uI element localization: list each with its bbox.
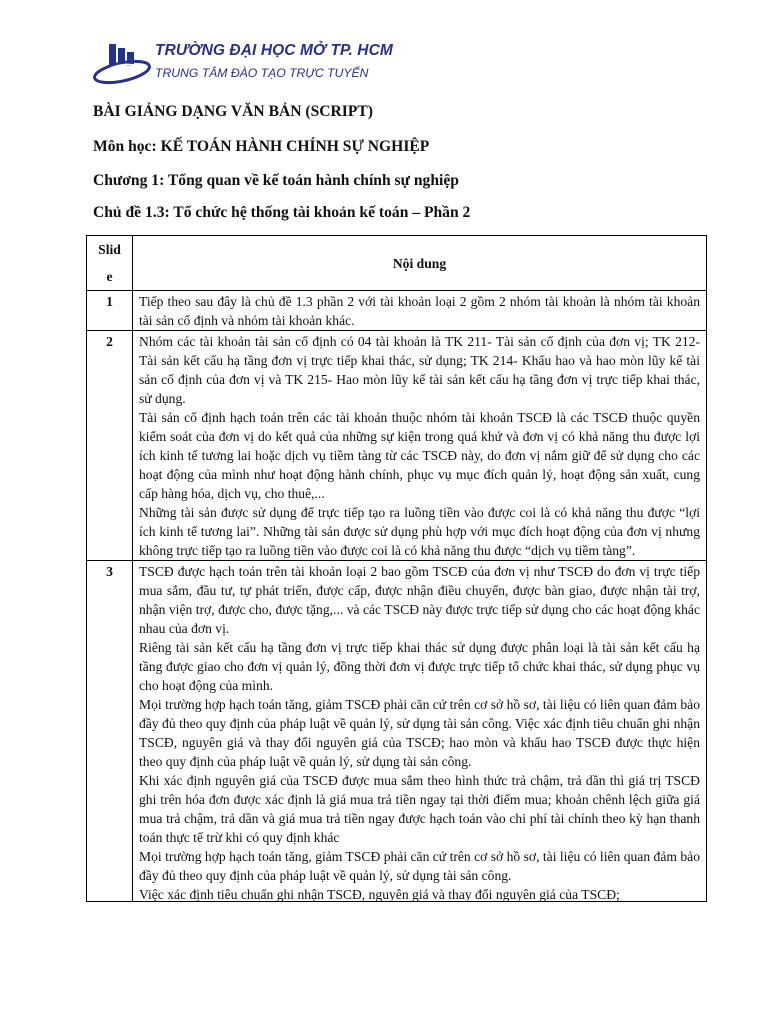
- chapter-heading: Chương 1: Tổng quan về kế toán hành chính sự nghiệp: [93, 172, 459, 189]
- header-content-cell: Nội dung: [133, 236, 707, 291]
- script-table: [86, 235, 707, 902]
- logo-university-name: TRƯỜNG ĐẠI HỌC MỞ TP. HCM: [155, 42, 393, 59]
- slide-number: 1: [87, 291, 133, 331]
- logo-emblem-icon: [93, 40, 155, 90]
- document-title: BÀI GIẢNG DẠNG VĂN BẢN (SCRIPT): [93, 103, 373, 120]
- table-header-row: [87, 236, 707, 291]
- slide-content: [133, 331, 707, 561]
- table-row: [87, 291, 707, 331]
- slide-content: [133, 291, 707, 331]
- content-paragraph: Những tài sản được sử dụng để trực tiếp tạo ra luồng tiền vào được coi là có khả năng thu được “lợi ích kinh tế tương lai”. Những tài sản được sử dụng phù hợp với mục đích hoạt động của đơn vị nhưng không trực tiếp tạo ra luồng tiền vào được coi là có khả năng thu được “dịch vụ tiềm tàng”.: [139, 505, 700, 558]
- content-paragraph-cut: Việc xác định tiêu chuẩn ghi nhận TSCĐ, nguyên giá và thay đổi nguyên giá của TSCĐ;: [139, 887, 620, 901]
- content-paragraph: Nhóm các tài khoản tài sản cố định có 04 tài khoản là TK 211- Tài sản cố định của đơn vị; TK 212- Tài sản kết cấu hạ tầng đơn vị trực tiếp khai thác, sử dụng; TK 214- Khấu hao và hao mòn lũy kế tài sản cố định của đơn vị và TK 215- Hao mòn lũy kế tài sản kết cấu hạ tầng đơn vị trực tiếp khai thác, sử dụng.: [139, 334, 700, 406]
- university-logo: [93, 40, 393, 90]
- topic-heading: Chủ đề 1.3: Tổ chức hệ thống tài khoản kế toán – Phần 2: [93, 204, 471, 221]
- slide-number: 3: [87, 561, 133, 902]
- content-paragraph: Khi xác định nguyên giá của TSCĐ được mua sắm theo hình thức trả chậm, trả dần thì giá trị TSCĐ ghi trên hóa đơn được xác định là giá mua trả tiền ngay tại thời điểm mua; khoản chênh lệch giữa giá mua trả chậm, trả dần và giá mua trả tiền ngay được hạch toán vào chi phí tài chính theo kỳ hạn thanh toán thực tế trừ khi có quy định khác: [139, 773, 700, 845]
- table-row: [87, 561, 707, 902]
- header-slide-cell: [87, 236, 133, 291]
- content-paragraph: Tiếp theo sau đây là chủ đề 1.3 phần 2 với tài khoản loại 2 gồm 2 nhóm tài khoản là nhóm tài khoản tài sản cố định và nhóm tài khoản khác.: [139, 294, 700, 328]
- header-slide-label-1: Slid: [98, 242, 121, 257]
- logo-center-name: TRUNG TÂM ĐÀO TẠO TRỰC TUYẾN: [155, 66, 369, 80]
- content-paragraph: TSCĐ được hạch toán trên tài khoản loại 2 bao gồm TSCĐ của đơn vị như TSCĐ do đơn vị trực tiếp mua sắm, đầu tư, tự phát triển, được cấp, được nhận điều chuyển, được bàn giao, được nhận tài trợ, nhận viện trợ, được cho, được tặng,... và các TSCĐ này được trực tiếp sử dụng cho các hoạt động khác nhau của đơn vị.: [139, 564, 700, 636]
- content-paragraph: Mọi trường hợp hạch toán tăng, giảm TSCĐ phải căn cứ trên cơ sở hồ sơ, tài liệu có liên quan đảm bảo đầy đủ theo quy định của pháp luật về quản lý, sử dụng tài sản công. Việc xác định tiêu chuẩn ghi nhận TSCĐ, nguyên giá và thay đổi nguyên giá của TSCĐ; hao mòn và khấu hao TSCĐ được thực hiện theo quy định của pháp luật về quản lý, sử dụng tài sản công.: [139, 697, 700, 769]
- table-row: [87, 331, 707, 561]
- slide-number: 2: [87, 331, 133, 561]
- header-slide-label-2: e: [106, 269, 113, 284]
- content-paragraph: Mọi trường hợp hạch toán tăng, giảm TSCĐ phải căn cứ trên cơ sở hồ sơ, tài liệu có liên quan đảm bảo đầy đủ theo quy định của pháp luật về quản lý, sử dụng tài sản công.: [139, 849, 700, 883]
- content-paragraph: Tài sản cố định hạch toán trên các tài khoản thuộc nhóm tài khoản TSCĐ là các TSCĐ thuộc quyền kiểm soát của đơn vị do kết quả của những sự kiện trong quá khứ và đơn vị có khả năng thu được lợi ích kinh tế tương lai hoặc dịch vụ tiềm tàng từ các TSCĐ này, do đơn vị nắm giữ để sử dụng cho các hoạt động của mình như hoạt động hành chính, phục vụ mục đích quản lý, hoạt động sản xuất, cung cấp hàng hóa, dịch vụ, cho thuê,...: [139, 410, 700, 501]
- content-paragraph: Riêng tài sản kết cấu hạ tầng đơn vị trực tiếp khai thác sử dụng được phân loại là tài sản kết cấu hạ tầng được giao cho đơn vị quản lý, đồng thời đơn vị được trực tiếp tổ chức khai thác, sử dụng phục vụ cho hoạt động của mình.: [139, 640, 700, 693]
- slide-content: [133, 561, 707, 902]
- course-heading: Môn học: KẾ TOÁN HÀNH CHÍNH SỰ NGHIỆP: [93, 138, 430, 155]
